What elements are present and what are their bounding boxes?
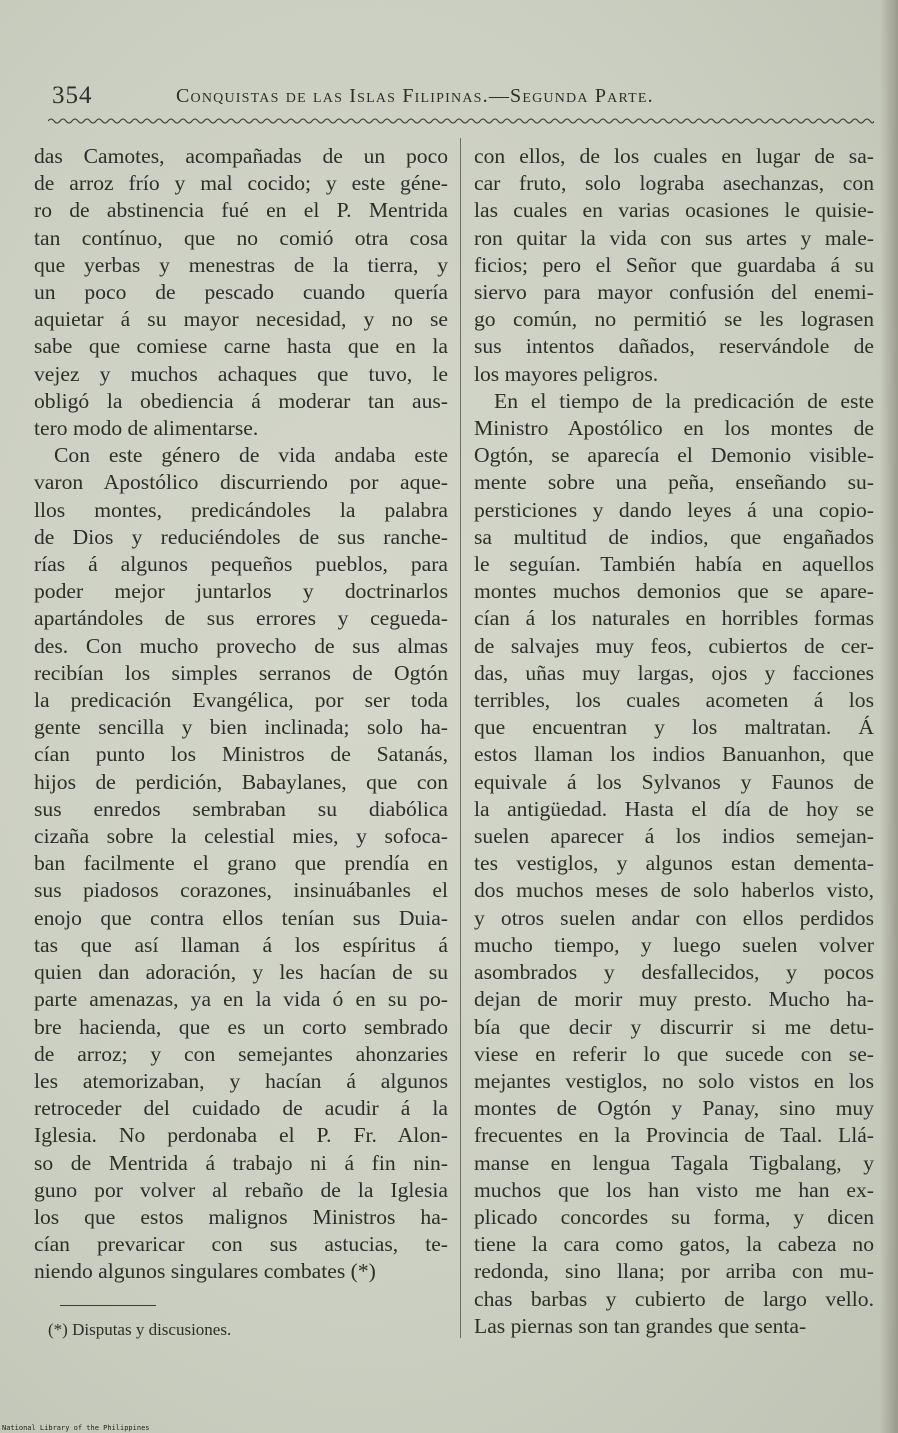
- footnote-rule: [60, 1305, 156, 1306]
- text-line: bía que decir y discurrir si me detu-: [474, 1014, 874, 1039]
- text-line: bre hacienda, que es un corto sembrado: [34, 1014, 448, 1039]
- page-number: 354: [52, 82, 93, 109]
- text-line: tan contínuo, que no comió otra cosa: [34, 225, 448, 250]
- text-line: persticiones y dando leyes á una copio-: [474, 497, 874, 522]
- text-line: los que estos malignos Ministros ha-: [34, 1204, 448, 1229]
- text-line: que encuentran y los maltratan. Á: [474, 715, 874, 740]
- right-text-column: [474, 143, 874, 1340]
- text-line: gente sencilla y bien inclinada; solo ha-: [34, 715, 448, 740]
- header-wavy-rule: [48, 116, 874, 126]
- text-line: de salvajes muy feos, cubiertos de cer-: [474, 633, 874, 658]
- left-text-column: [34, 143, 448, 1286]
- column-divider: [460, 138, 461, 1338]
- text-line: tes vestiglos, y algunos estan dementa-: [474, 851, 874, 876]
- text-line: de arroz; y con semejantes ahonzaries: [34, 1041, 448, 1066]
- text-line: les atemorizaban, y hacían á algunos: [34, 1068, 448, 1093]
- text-line: so de Mentrida á trabajo ni á fin nin-: [34, 1150, 448, 1175]
- text-line: rías á algunos pequeños pueblos, para: [34, 552, 448, 577]
- text-line: con ellos, de los cuales en lugar de sa-: [474, 144, 874, 168]
- footnote: (*) Disputas y discusiones.: [48, 1320, 232, 1339]
- text-line: retroceder del cuidado de acudir á la: [34, 1096, 448, 1121]
- text-line: guno por volver al rebaño de la Iglesia: [34, 1177, 448, 1202]
- text-line: dejan de morir muy presto. Mucho ha-: [474, 987, 874, 1012]
- text-line: dos muchos meses de solo haberlos visto,: [474, 878, 874, 903]
- text-line: mejantes vestiglos, no solo vistos en los: [474, 1068, 874, 1093]
- text-line: Con este género de vida andaba este: [54, 443, 448, 468]
- text-line: sus intentos dañados, reservándole de: [474, 334, 874, 359]
- text-line: poder mejor juntarlos y doctrinarlos: [34, 579, 448, 604]
- text-line: un poco de pescado cuando quería: [34, 280, 448, 305]
- page-header: [52, 82, 812, 116]
- text-line: manse en lengua Tagala Tigbalang, y: [474, 1150, 874, 1175]
- text-line: sa multitud de indios, que engañados: [474, 524, 874, 549]
- text-line: sus piadosos corazones, insinuábanles el: [34, 878, 448, 903]
- text-line: cían á los naturales en horribles formas: [474, 606, 874, 631]
- text-line: parte amenazas, ya en la vida ó en su po-: [34, 987, 448, 1012]
- text-line: go común, no permitió se les lograsen: [474, 307, 874, 332]
- text-line: aquietar á su mayor necesidad, y no se: [34, 307, 448, 332]
- text-line: asombrados y desfallecidos, y pocos: [474, 960, 874, 985]
- text-line: hijos de perdición, Babaylanes, que con: [34, 769, 448, 794]
- text-line: tiene la cara como gatos, la cabeza no: [474, 1232, 874, 1257]
- text-line: quien dan adoración, y les hacían de su: [34, 960, 448, 985]
- text-line: En el tiempo de la predicación de este: [494, 388, 874, 413]
- text-line: mucho tiempo, y luego suelen volver: [474, 932, 874, 957]
- text-line: le seguían. También había en aquellos: [474, 552, 874, 577]
- text-line: sus enredos sembraban su diabólica: [34, 796, 448, 821]
- text-line: terribles, los cuales acometen á los: [474, 688, 874, 713]
- text-line: des. Con mucho provecho de sus almas: [34, 633, 448, 658]
- text-line: enojo que contra ellos tenían sus Duia-: [34, 905, 448, 930]
- text-line: y otros suelen andar con ellos perdidos: [474, 905, 874, 930]
- text-line: apartándoles de sus errores y cegueda-: [34, 606, 448, 631]
- text-line: suelen aparecer á los indios semejan-: [474, 824, 874, 849]
- text-line: los mayores peligros.: [474, 361, 659, 386]
- text-line: estos llaman los indios Banuanhon, que: [474, 742, 874, 767]
- text-line: niendo algunos singulares combates (*): [34, 1259, 376, 1284]
- text-line: varon Apostólico discurriendo por aque-: [34, 470, 448, 495]
- text-line: montes de Ogtón y Panay, sino muy: [474, 1096, 874, 1121]
- text-line: cizaña sobre la celestial mies, y sofoca-: [34, 824, 448, 849]
- text-line: siervo para mayor confusión del enemi-: [474, 280, 874, 305]
- text-line: mente sobre una peña, enseñando su-: [474, 470, 874, 495]
- text-line: ficios; pero el Señor que guardaba á su: [474, 252, 874, 277]
- text-line: redonda, sino llana; por arriba con mu-: [474, 1259, 874, 1284]
- text-line: cían prevaricar con sus astucias, te-: [34, 1232, 448, 1257]
- text-line: llos montes, predicándoles la palabra: [34, 497, 448, 522]
- text-line: car fruto, solo lograba asechanzas, con: [474, 171, 874, 196]
- text-line: ron quitar la vida con sus artes y male-: [474, 225, 874, 250]
- text-line: das Camotes, acompañadas de un poco: [34, 144, 448, 168]
- text-line: la predicación Evangélica, por ser toda: [34, 688, 448, 713]
- text-line: ban facilmente el grano que prendía en: [34, 851, 448, 876]
- text-line: de Dios y reduciéndoles de sus ranche-: [34, 524, 448, 549]
- text-line: que yerbas y menestras de la tierra, y: [34, 252, 448, 277]
- text-line: equivale á los Sylvanos y Faunos de: [474, 769, 874, 794]
- text-line: tas que así llaman á los espíritus á: [34, 932, 448, 957]
- text-line: tero modo de alimentarse.: [34, 416, 259, 441]
- text-line: las cuales en varias ocasiones le quisie-: [474, 198, 874, 223]
- text-line: Ogtón, se aparecía el Demonio visible-: [474, 443, 874, 468]
- text-line: obligó la obediencia á moderar tan aus-: [34, 388, 448, 413]
- text-line: cían punto los Ministros de Satanás,: [34, 742, 448, 767]
- text-line: recibían los simples serranos de Ogtón: [34, 660, 448, 685]
- text-line: chas barbas y cubierto de largo vello.: [474, 1286, 874, 1311]
- page-edge-shadow: [880, 0, 898, 1433]
- library-credit: National Library of the Philippines: [2, 1424, 150, 1432]
- text-line: frecuentes en la Provincia de Taal. Llá-: [474, 1123, 874, 1148]
- text-line: ro de abstinencia fué en el P. Mentrida: [34, 198, 448, 223]
- text-line: viese en referir lo que sucede con se-: [474, 1041, 874, 1066]
- text-line: de arroz frío y mal cocido; y este géne-: [34, 171, 448, 196]
- text-line: vejez y muchos achaques que tuvo, le: [34, 361, 448, 386]
- text-line: sabe que comiese carne hasta que en la: [34, 334, 448, 359]
- text-line: muchos que los han visto me han ex-: [474, 1177, 874, 1202]
- text-line: Ministro Apostólico en los montes de: [474, 416, 874, 441]
- text-line: la antigüedad. Hasta el día de hoy se: [474, 796, 874, 821]
- text-line: plicado concordes su forma, y dicen: [474, 1204, 874, 1229]
- text-line: Las piernas son tan grandes que senta-: [474, 1313, 807, 1338]
- running-title: Conquistas de las Islas Filipinas.—Segunda Parte.: [176, 85, 654, 107]
- text-line: das, uñas muy largas, ojos y facciones: [474, 660, 874, 685]
- text-line: montes muchos demonios que se apare-: [474, 579, 874, 604]
- text-line: Iglesia. No perdonaba el P. Fr. Alon-: [34, 1123, 448, 1148]
